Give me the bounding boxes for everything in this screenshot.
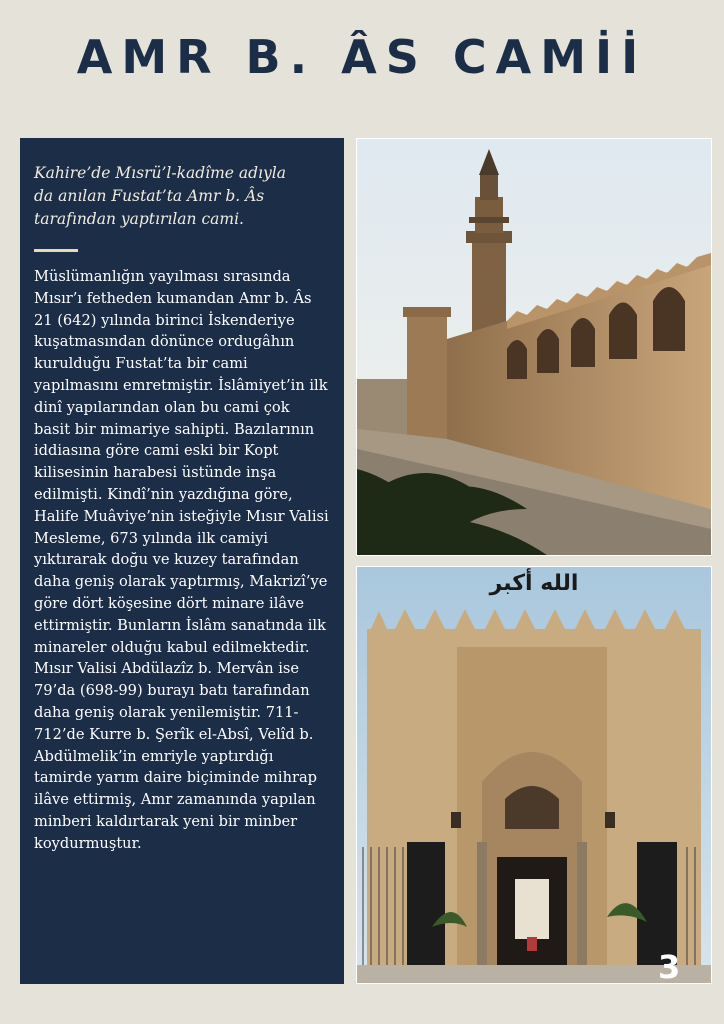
mosque-gate-photo <box>356 566 712 984</box>
arabic-inscription: الله أكبر <box>489 571 579 596</box>
mosque-minaret-photo <box>356 138 712 556</box>
body-paragraph: Müslümanlığın yayılması sırasında Mısır’ı fetheden kumandan Amr b. Âs 21 (642) yılında birinci İskenderiye kuşatmasından dönünce ordugâhın kurulduğu Fustat’ta bir cami yapılmasını emretmiştir. İslâmiyet’in ilk dinî yapılarından olan bu cami çok basit bir mimariye sahipti. Bazılarının iddiasına göre cami eski bir Kopt kilisesinin harabesi üstünde inşa edilmişti. Kindî’nin yazdığına göre, Halife Muâviye’nin isteğiyle Mısır Valisi Mesleme, 673 yılında ilk camiyi yıktırarak doğu ve kuzey tarafından daha geniş olarak yaptırmış, Makrizî’ye göre dört köşesine dört minare ilâve ettirmiştir. Bunların İslâm sanatında ilk minareler olduğu kabul edilmektedir. Mısır Valisi Abdülazîz b. Mervân ise 79’da (698-99) burayı batı tarafından daha geniş olarak yenilemiştir. 711-712’de Kurre b. Şerîk el-Absî, Velîd b. Abdülmelik’in emriyle yaptırdığı tamirde yarım daire biçiminde mihrap ilâve ettirmiş, Amr zamanında yapılan minberi kaldırtarak yeni bir minber koydurmuştur. <box>34 268 329 852</box>
page-number: 3 <box>658 948 681 986</box>
divider <box>34 249 78 252</box>
lead-paragraph: Kahire’de Mısrü’l-kadîme adıyla da anılan Fustat’ta Amr b. Âs tarafından yaptırılan cami. <box>34 164 286 228</box>
page-title: AMR B. ÂS CAMİİ <box>76 30 648 84</box>
text-panel <box>20 138 344 984</box>
